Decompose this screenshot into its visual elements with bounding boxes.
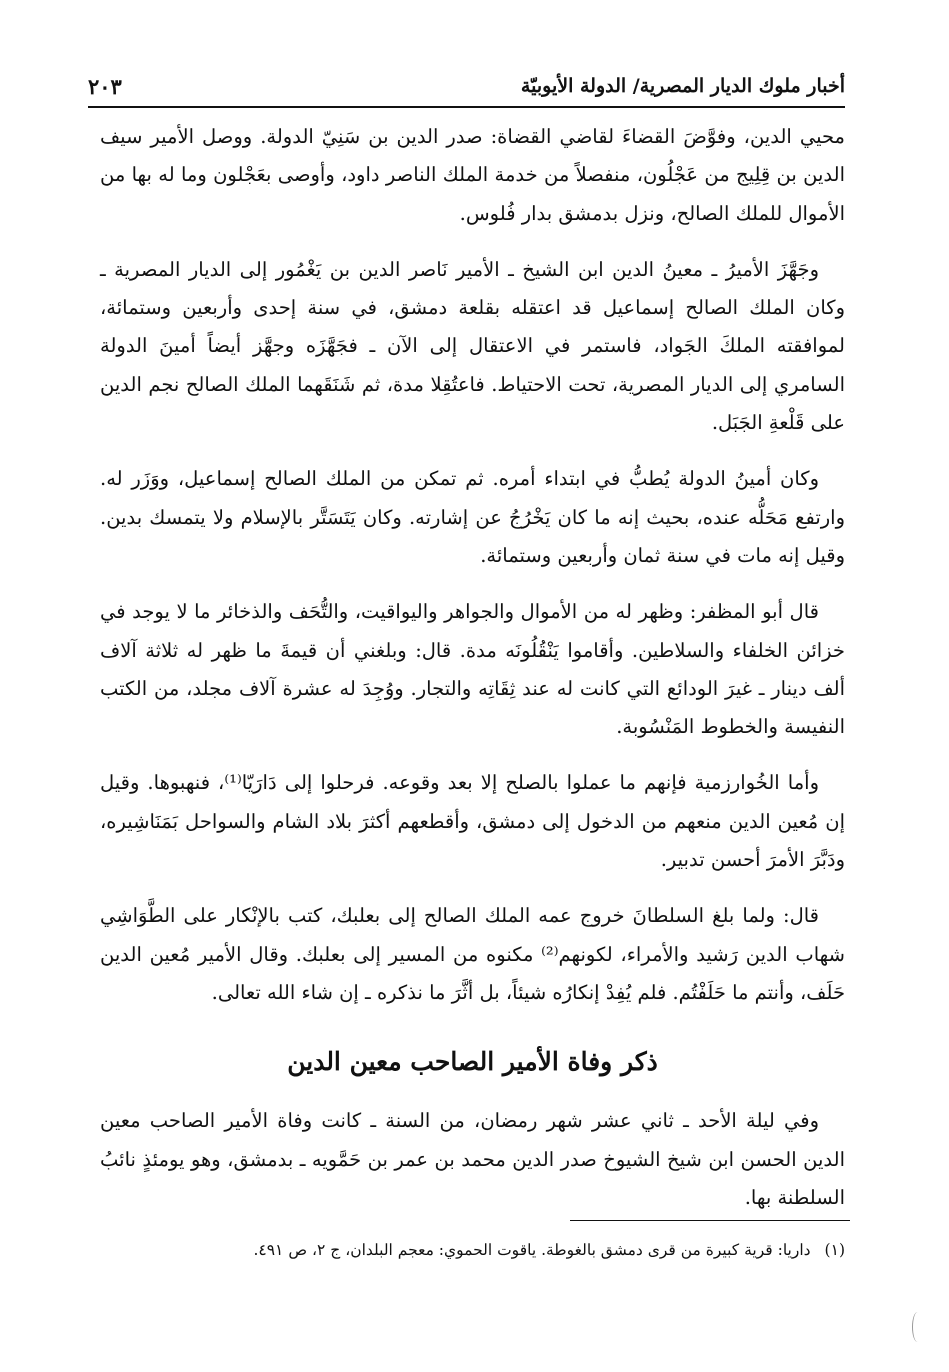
main-text (100, 118, 845, 1235)
section-heading: ذكر وفاة الأمير الصاحب معين الدين (287, 1047, 658, 1077)
page-edge-mark (912, 1312, 923, 1342)
running-header (88, 66, 845, 108)
paragraph: قال: ولما بلغ السلطانَ خروج عمه الملك الصالح إلى بعلبك، كتب بالإنْكار على الطَّوَاشِي شهاب الدين رَشيد والأمراء، لكونهم⁽²⁾ مكنوه من المسير إلى بعلبك. وقال الأمير مُعين الدين حَلَف، وأنتم ما حَلَفْتُم. فلم يُفِدْ إنكارُه شيئاً، بل أثَّرَ ما نذكره ـ إن شاء الله تعالى. (100, 904, 845, 1004)
paragraph: وأما الخُوارزمية فإنهم ما عملوا بالصلح إلا بعد وقوعه. فرحلوا إلى دَارَيّا⁽¹⁾، فنهبوها. وقيل إن مُعين الدين منعهم من الدخول إلى دمشق، وأقطعهم أكثرَ بلاد الشام والسواحل بَمَنَاشِيره، ودَبَّرَ الأمرَ أحسن تدبير. (100, 771, 845, 872)
footnote-separator (570, 1220, 850, 1221)
footnote-mark: (١) (824, 1241, 845, 1259)
paragraph: محيي الدين، وفوَّضَ القضاءَ لقاضي القضاة: صدر الدين بن سَنِيّ الدولة. ووصل الأمير سيف الدين بن قِلِيج من عَجْلُون، منفصلاً من خدمة الملك الناصر داود، وأوصى بعَجْلون وما له بها من الأموال للملك الصالح، ونزل بدمشق بدار فُلوس. (100, 125, 845, 225)
page-number: ٢٠٣ (88, 73, 122, 99)
footnote (120, 1236, 845, 1264)
section-paragraph: وفي ليلة الأحد ـ ثاني عشر شهر رمضان، من السنة ـ كانت وفاة الأمير الصاحب معين الدين الحسن ابن شيخ الشيوخ صدر الدين محمد بن عمر بن حَمَّويه ـ بدمشق، وهو يومئذٍ نائبُ السلطنة بها. (100, 1109, 845, 1209)
paragraph: قال أبو المظفر: وظهر له من الأموال والجواهر واليواقيت، والتُّحَف والذخائر ما لا يوجد في خزائن الخلفاء والسلاطين. وأقاموا يَنْقُلُونَه مدة. قال: وبلغني أن قيمةَ ما ظهر له ثلاثة آلاف ألف دينار ـ غيرَ الودائع التي كانت له عند ثِقَاتِه والتجار. ووُجِدَ له عشرة آلاف مجلد، من الكتب النفيسة والخطوط المَنْسُوبة. (100, 600, 845, 739)
paragraph: وكان أمينُ الدولة يُطبُّ في ابتداء أمره. ثم تمكن من الملك الصالح إسماعيل، ووَزَر له. وارتفع مَحَلُّه عنده، بحيث إنه ما كان يَخْرُجُ عن إشارته. وكان يَتَسَتَّر بالإسلام ولا يتمسك بدين. وقيل إنه مات في سنة ثمان وأربعين وستمائة. (100, 467, 845, 567)
footnote-text: داريا: قرية كبيرة من قرى دمشق بالغوطة. ياقوت الحموي: معجم البلدان، ج ٢، ص ٤٩١. (253, 1241, 811, 1259)
paragraph: وجَهَّزَ الأميرُ ـ معينُ الدين ابن الشيخ ـ الأمير نَاصر الدين بن يَغْمُور إلى الديار المصرية ـ وكان الملك الصالح إسماعيل قد اعتقله بقلعة دمشق، في سنة إحدى وأربعين وستمائة، لموافقته الملكَ الجَواد، فاستمر في الاعتقال إلى الآن ـ فجَهَّزَه وجهَّز أيضاً أمينَ الدولة السامري إلى الديار المصرية، تحت الاحتياط. فاعتُقِلا مدة، ثم شَنَقَهما الملك الصالح نجم الدين على قَلْعةِ الجَبَل. (100, 257, 845, 435)
running-header-title: أخبار ملوك الديار المصرية/ الدولة الأيوبيّة (520, 75, 845, 97)
